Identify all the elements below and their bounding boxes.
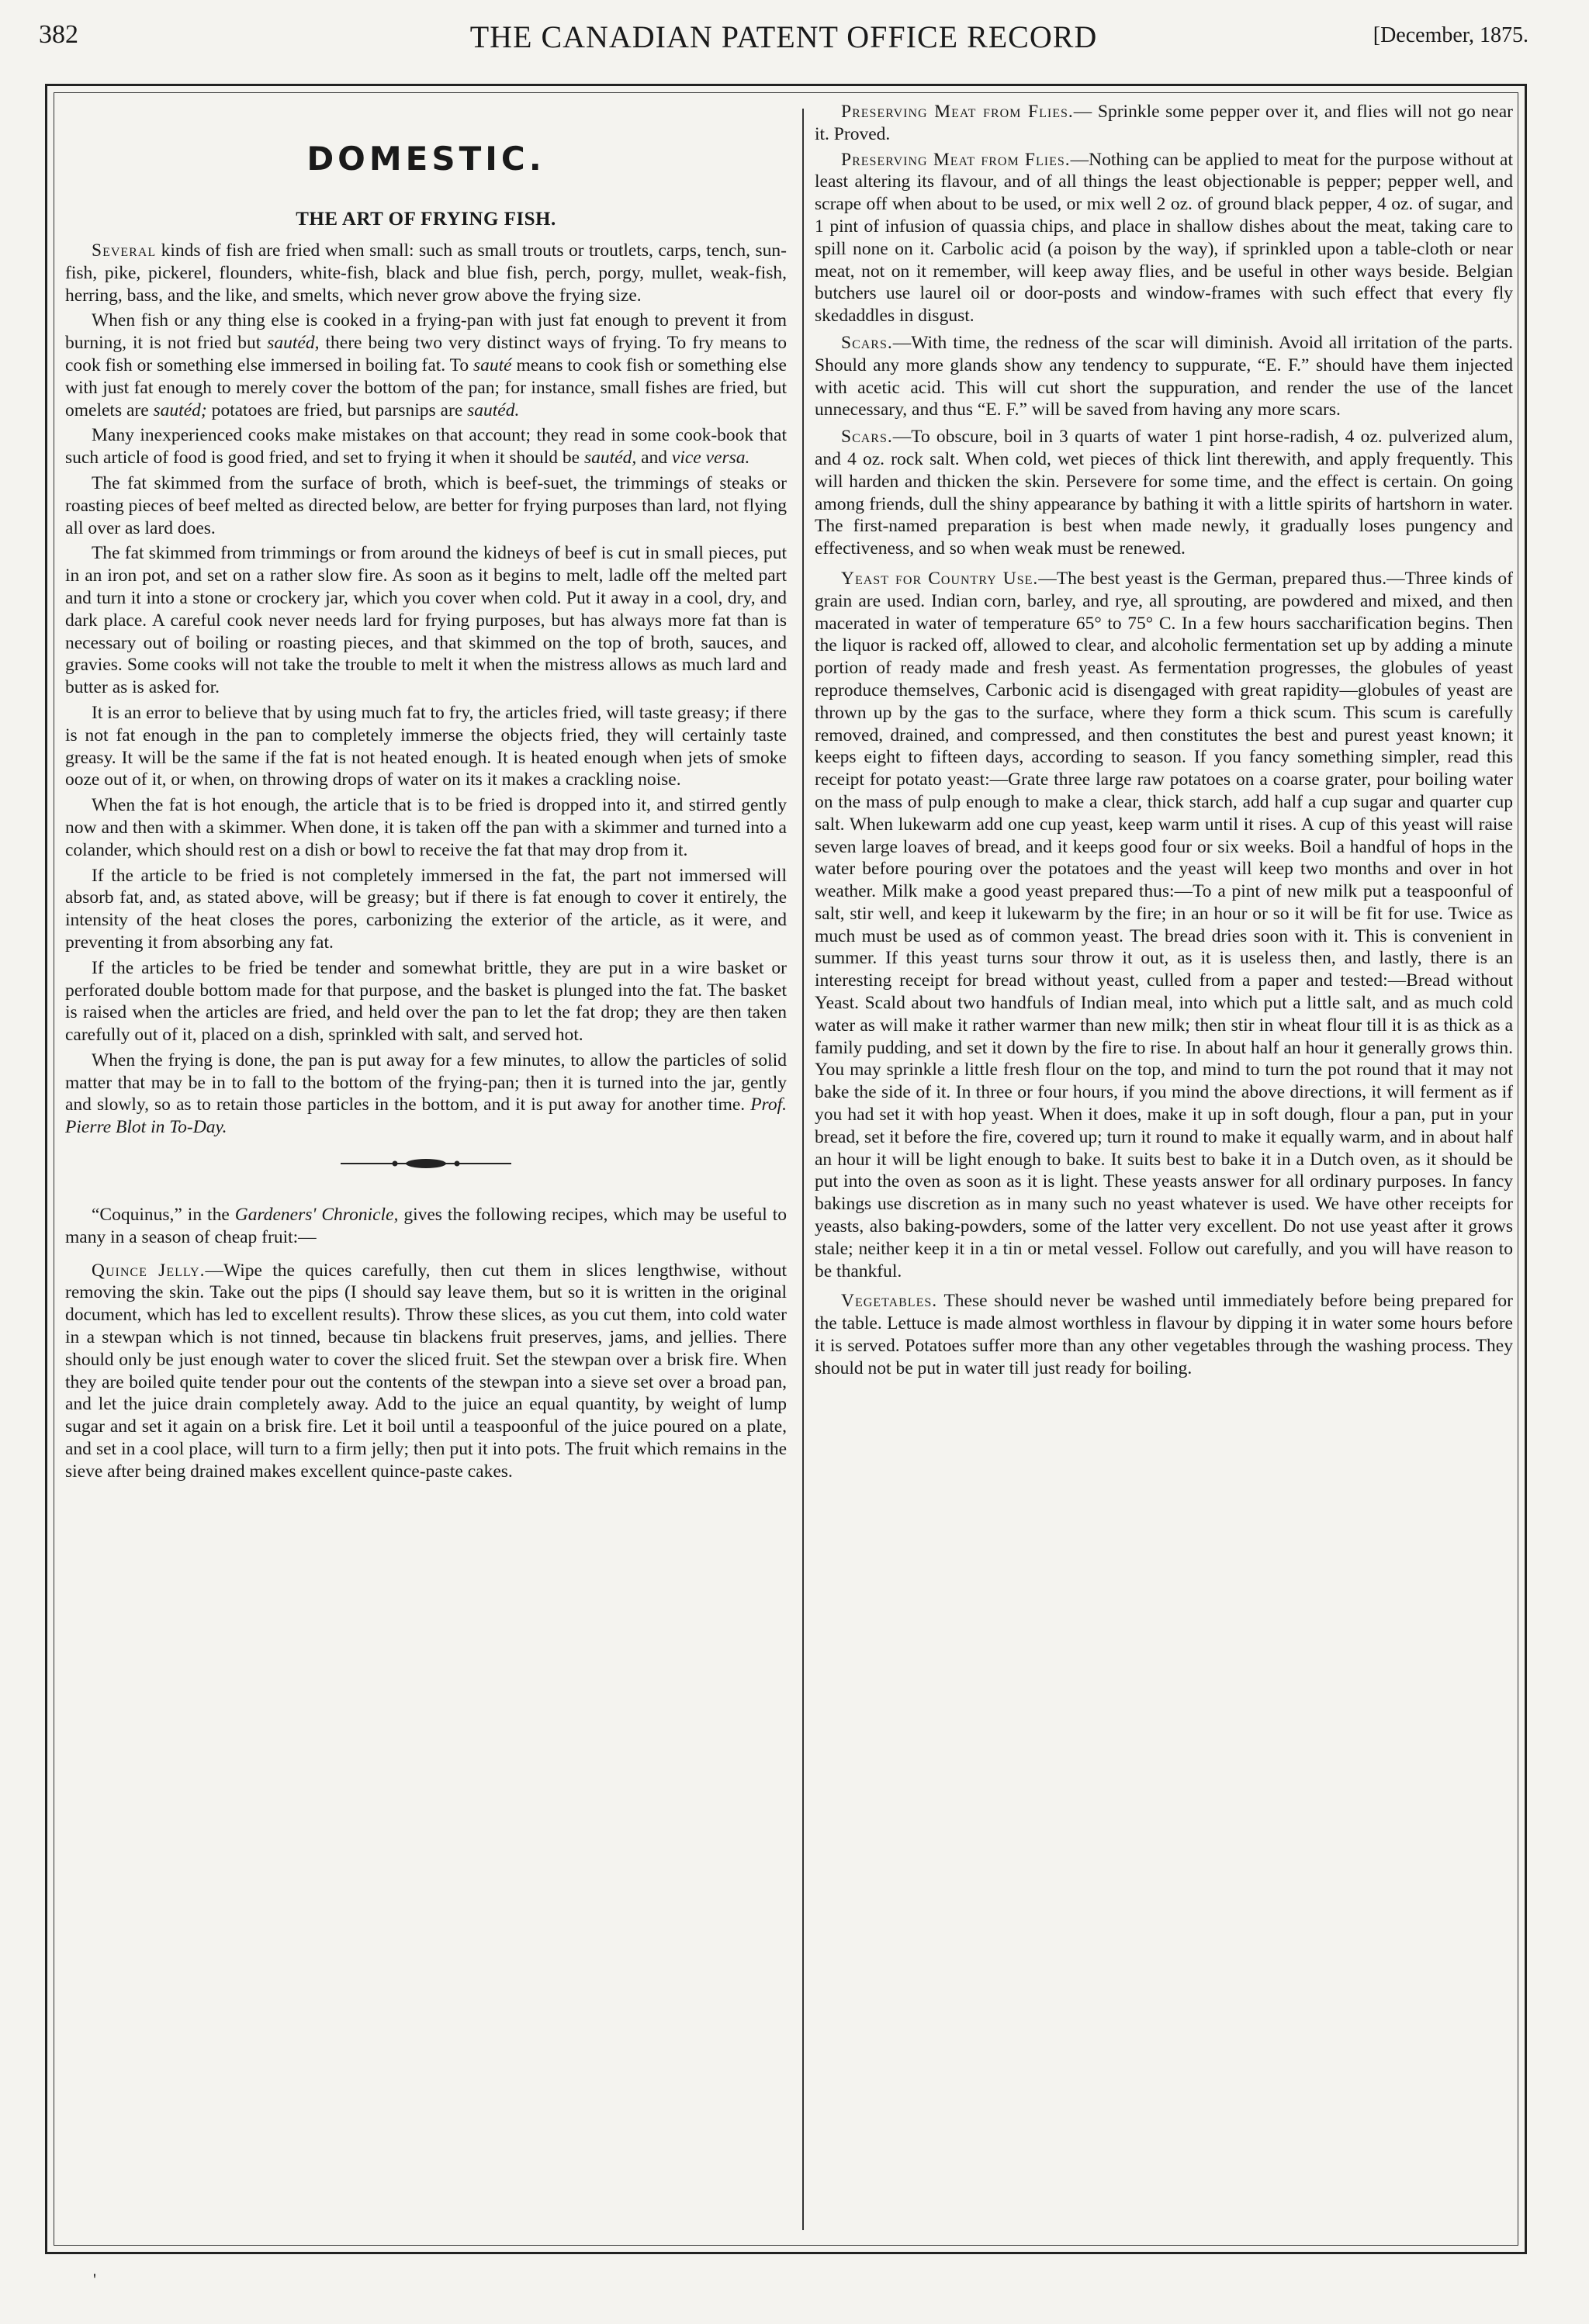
paragraph-text: “Coquinus,” in the <box>92 1205 235 1226</box>
footer-mark: ' <box>93 2270 96 2289</box>
issue-date: [December, 1875. <box>1373 23 1528 47</box>
lead-word: Vegetables. <box>841 1291 938 1312</box>
paragraph-text: there being two very distinct ways of frying. To fry means to cook fish or something else immersed in boiling fat. To <box>65 333 787 375</box>
italic-term: sautéd. <box>467 399 520 420</box>
paragraph-text: potatoes are fried, but parsnips are <box>206 399 468 420</box>
italic-term: sauté <box>473 354 512 375</box>
lead-word: Preserving Meat from Flies. <box>841 149 1071 170</box>
left-column <box>65 101 787 2226</box>
paragraph <box>65 424 787 469</box>
paragraph-text: —To obscure, boil in 3 quarts of water 1 pint horse-radish, 4 oz. pulverized alum, and 4 oz. rock salt. When cold, wet pieces of thick lint therewith, and apply frequently. This will harden and thicken the skin. Persevere for some time, and the effect is certain. On going among friends, dull the shiny appearance by bathing it with a little spirits of hartshorn in water. The first-named preparation is best when made newly, it gradually loses pungency and effectiveness, and so when weak must be renewed. <box>815 427 1513 559</box>
paragraph-text: —With time, the redness of the scar will diminish. Avoid all irritation of the parts. Should any more glands show any tendency to suppurate, “E. F.” should have them injected with acetic acid. This will cut short the suppuration, and render the use of the lancet unnecessary, and thus “E. F.” will be saved from having any more scars. <box>815 332 1513 420</box>
section-title: DOMESTIC. <box>306 140 545 178</box>
ornament-divider <box>65 1157 787 1170</box>
journal-title: THE CANADIAN PATENT OFFICE RECORD <box>469 19 1098 54</box>
paragraph: The fat skimmed from the surface of broth, which is beef-suet, the trimmings of steaks or roasting pieces of beef melted as directed below, are better for frying purposes than lard, not flying all over as lard does. <box>65 472 787 538</box>
paragraph: When the fat is hot enough, the article that is to be fried is dropped into it, and stirred gently now and then with a skimmer. When done, it is taken off the pan with a skimmer and turned into a colander, which should rest on a dish or bowl to receive the fat that may drop from it. <box>65 795 787 860</box>
right-column <box>815 101 1513 2226</box>
lead-word: Preserving Meat from Flies. <box>841 102 1074 122</box>
paragraph-text: These should never be washed until immediately before being prepared for the table. Lettuce is made almost worthless in flavour by dipping it in water some hours before it is served. Potatoes suffer more than any other vegetables through the washing process. They should not be put in water till just ready for boiling. <box>815 1291 1513 1378</box>
paragraph <box>65 1204 787 1249</box>
italic-term: sautéd; <box>153 399 207 420</box>
paragraph: The fat skimmed from trimmings or from around the kidneys of beef is cut in small pieces, put in an iron pot, and set on a rather slow fire. As soon as it begins to melt, ladle off the melted part and turn it into a stone or crockery jar, which you cover when cold. Put it away in a cool, dry, and dark place. A careful cook never needs lard for frying purposes, but has always more fat than is necessary out of boiling or roasting pieces, and that skimmed on the top of broth, sauces, and gravies. Some cooks will not take the trouble to melt it when the mistress allows as much lard and butter as is asked for. <box>65 543 787 698</box>
paragraph-text: gives the following recipes, which may be useful to many in a season of cheap fruit:— <box>65 1205 787 1247</box>
lead-word: Scars. <box>841 427 893 448</box>
italic-term: sautéd, <box>583 448 637 469</box>
paragraph <box>815 568 1513 1283</box>
lead-word: Quince Jelly. <box>92 1260 206 1281</box>
paragraph <box>815 426 1513 560</box>
paragraph: If the article to be fried is not completely immersed in the fat, the part not immersed will absorb fat, and, as stated above, will be greasy; but if there is fat enough to cover it entirely, the intensity of the heat closes the pores, carbonizing the exterior of the article, as it were, and preventing it from absorbing any fat. <box>65 865 787 953</box>
paragraph-text: Many inexperienced cooks make mistakes on that account; they read in some cook-book that such article of food is good fried, and set to frying it when it should be <box>65 425 787 469</box>
paragraph <box>815 1290 1513 1379</box>
paragraph-text: and <box>636 448 672 469</box>
paragraph-text: —Wipe the quices carefully, then cut them in slices lengthwise, without removing the skin. Take out the pips (I should say leave them, but so it is written in the original document, which has led to excellent results). Throw these slices, as you cut them, into cold water in a stewpan which is not tinned, because tin blackens fruit preserves, jams, and jellies. There should only be just enough water to cover the sliced fruit. Set the stewpan over a brisk fire. When they are boiled quite tender pour out the contents of the stewpan into a sieve set over a broad pan, and let the juice drain completely away. Add to the juice an equal quantity, by weight of lump sugar and set it again on a brisk fire. Let it boil until a teaspoonful of the juice poured on a plate, and set in a cool place, will turn to a firm jelly; then put it into pots. The fruit which remains in the sieve after being drained makes excellent quince-paste cakes. <box>65 1260 787 1482</box>
ornament-rule-icon <box>341 1157 511 1170</box>
paragraph-text: means to cook fish or something else with just fat enough to merely cover the bottom of the pan; for instance, small fishes are fried, but omelets are <box>65 354 787 420</box>
article-credit: Prof. Pierre Blot in To-Day. <box>65 1095 787 1138</box>
paragraph: If the articles to be fried be tender and somewhat brittle, they are put in a wire basket or perforated double bottom made for that purpose, and the basket is plunged into the fat. The basket is raised when the articles are fried, and held over the pan to let the fat drop; they are then taken carefully out of it, placed on a dish, sprinkled with salt, and served hot. <box>65 957 787 1046</box>
paragraph <box>815 332 1513 421</box>
paragraph <box>815 149 1513 327</box>
paragraph-text: — Sprinkle some pepper over it, and flies will not go near it. Proved. <box>815 102 1513 144</box>
paragraph <box>815 101 1513 146</box>
paragraph <box>65 240 787 306</box>
italic-term: sautéd, <box>267 333 320 354</box>
paragraph-text: When the frying is done, the pan is put away for a few minutes, to allow the particles of solid matter that may be in to fall to the bottom of the frying-pan; then it is turned into the jar, gently and slowly, so as to retain those particles in the bottom, and it is put away for another time. <box>65 1050 787 1115</box>
lead-word: Yeast for Country Use. <box>841 568 1039 589</box>
page-number: 382 <box>39 20 78 49</box>
lead-word: Several <box>92 240 157 261</box>
lead-word: Scars. <box>841 332 893 353</box>
paragraph-text: kinds of fish are fried when small: such as small trouts or troutlets, carps, tench, sun-fish, pike, pickerel, flounders, white-fish, black and blue fish, perch, porgy, mullet, weak-fish, herring, bass, and the like, and smelts, which never grow above the frying size. <box>65 240 787 306</box>
italic-term: vice versa. <box>671 448 750 469</box>
paragraph <box>65 310 787 421</box>
paragraph: It is an error to believe that by using much fat to fry, the articles fried, will taste greasy; if there is not fat enough in the pan to completely immerse the objects fried, they will certainly taste greasy. It will be the same if the fat is not heated enough. It is heated enough when jets of smoke ooze out of it, or when, on throwing drops of water on its it makes a crackling noise. <box>65 702 787 790</box>
page-header <box>39 14 1528 61</box>
paragraph-text: —Nothing can be applied to meat for the purpose without at least altering its flavour, and of all things the least objectionable is pepper; pepper well, and scrape off when about to be used, or mix well 2 oz. of ground black pepper, 4 oz. of sugar, and 1 pint of infusion of quassia chips, and place in shallow dishes about the meat, taking care to spill none on it. Carbolic acid (a poison by the way), if sprinkled upon a table-cloth or near meat, not on it remember, will keep away flies, and be useful in other ways beside. Belgian butchers use laurel oil or door-posts and window-frames with such effect that every fly skedaddles in disgust. <box>815 149 1513 327</box>
paragraph-text: —The best yeast is the German, prepared thus.—Three kinds of grain are used. Indian corn, barley, and rye, all sprouting, are powdered and mixed, and then macerated in water of temperature 65° to 75° C. In a few hours saccharification begins. Then the liquor is racked off, allowed to clear, and alcoholic fermentation set up by adding a minute portion of ready made and fresh yeast. As fermentation progresses, the globules of yeast reproduce themselves, Carbonic acid is disengaged with great rapidity—globules of yeast are thrown up by the gas to the surface, where they form a thick scum. This scum is carefully removed, drained, and compressed, and then constitutes the best and purest yeast known; it keeps eight to fifteen days, according to season. If you fancy something simpler, read this receipt for potato yeast:—Grate three large raw potatoes on a coarse grater, pour boiling water on the mass of pulp enough to make a clear, thick starch, add half a cup sugar and quarter cup salt. When lukewarm add one cup yeast, keep warm until it rises. A cup of this yeast will raise seven large loaves of bread, and it keeps good four or six weeks. Boil a handful of hops in the water before pouring over the potatoes and the yeast will keep two months and over in hot weather. Milk make a good yeast prepared thus:—To a pint of new milk put a teaspoonful of salt, stir well, and keep it lukewarm by the fire; in an hour or so it will be fit for use. Twice as much must be used as of common yeast. The bread dries soon with it. This is convenient in summer. If this yeast turns sour throw it out, as it is useless then, and lastly, there is an interesting receipt for bread without yeast, culled from a paper and tested:—Bread without Yeast. Scald about two handfuls of Indian meal, into which put a little salt, and as much cold water as will make it rather warmer than new milk; then stir in wheat flour till it is as thick as a family pudding, and set it down by the fire to rise. In about half an hour it generally grows thin. You may sprinkle a little fresh flour on the top, and mind to turn the pot round that it may not bake the side of it. In three or four hours, if you mind the above directions, it will ferment as if you had set it with hop yeast. When it does, make it up in soft dough, flour a pan, put in your bread, set it before the fire, covered up; turn it round to make it equally warm, and in about half an hour it will be light enough to bake. It suits best to bake it in a Dutch oven, as it should be put into the oven as soon as it is light. These yeasts answer for all ordinary purposes. In fancy bakings use discretion as in many such no yeast whatever is used. We have other receipts for yeasts, also baking-powders, some of the latter very excellent. Do not use yeast after it grows stale; neither keep it in a tin or metal vessel. Follow out carefully, and you will have reason to be thankful. <box>815 568 1513 1281</box>
article-title: THE ART OF FRYING FISH. <box>296 209 556 230</box>
italic-source: Gardeners' Chronicle, <box>234 1205 399 1226</box>
paragraph-text: When fish or any thing else is cooked in a frying-pan with just fat enough to prevent it from burning, it is not fried but <box>65 310 787 354</box>
paragraph <box>65 1260 787 1483</box>
paragraph <box>65 1050 787 1139</box>
column-divider <box>802 109 804 2230</box>
